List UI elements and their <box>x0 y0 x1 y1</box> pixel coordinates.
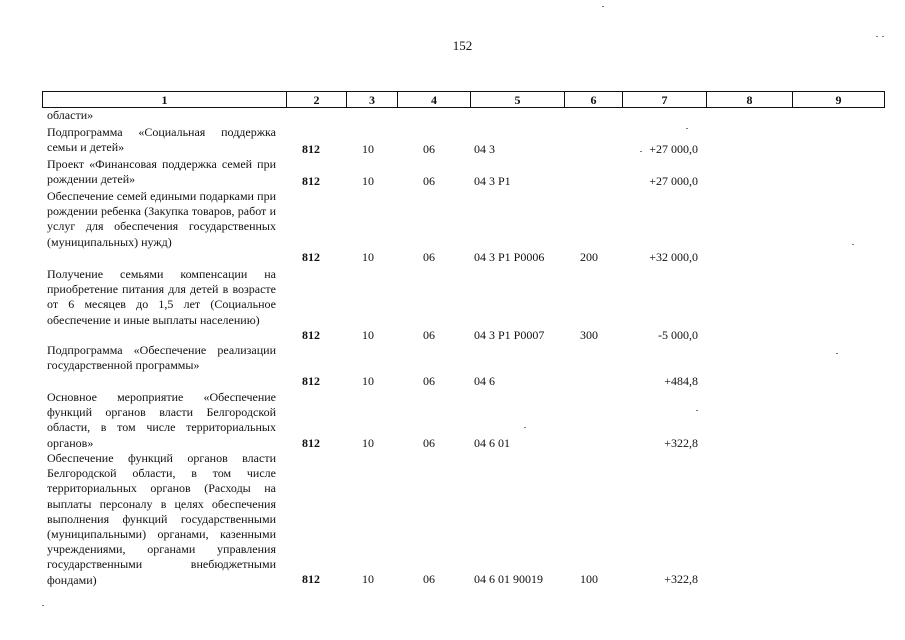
row-target-article: 04 6 <box>474 374 495 388</box>
row-ministry-code: 812 <box>302 174 320 188</box>
row-target-article: 04 3 <box>474 142 495 156</box>
row-description: Проект «Финансовая поддержка семей при рождении детей» <box>47 157 276 187</box>
row-subsection: 06 <box>423 328 435 342</box>
row-expense-type: 300 <box>580 328 598 342</box>
column-header-9: 9 <box>835 93 842 107</box>
column-header-4: 4 <box>398 92 471 107</box>
row-description: области» <box>47 108 94 122</box>
row-amount: -5 000,0 <box>658 328 698 342</box>
row-description: Обеспечение семей едиными подарками при рождении ребенка (Закупка товаров, работ и услуг для обеспечения государственных (муниципальных) нужд) <box>47 189 276 249</box>
scan-speck <box>836 353 838 354</box>
row-expense-type: 100 <box>580 572 598 586</box>
scan-speck <box>602 6 604 7</box>
row-amount: +27 000,0 <box>649 142 698 156</box>
row-target-article: 04 3 P1 <box>474 174 511 188</box>
scan-speck <box>876 36 878 37</box>
scan-speck <box>882 36 884 37</box>
row-amount: +27 000,0 <box>649 174 698 188</box>
row-subsection: 06 <box>423 174 435 188</box>
row-subsection: 06 <box>423 250 435 264</box>
scan-speck <box>696 410 698 411</box>
row-amount: +32 000,0 <box>649 250 698 264</box>
row-amount: +484,8 <box>664 374 698 388</box>
row-subsection: 06 <box>423 374 435 388</box>
column-header-3: 3 <box>347 92 398 107</box>
row-section: 10 <box>362 328 374 342</box>
column-header-5: 5 <box>471 92 565 107</box>
row-section: 10 <box>362 174 374 188</box>
row-section: 10 <box>362 374 374 388</box>
column-header-7: 7 <box>623 92 707 107</box>
row-description: Получение семьями компенсации на приобретение питания для детей в возрасте от 6 месяцев до 1,5 лет (Социальное обеспечение и иные выплаты населению) <box>47 267 276 327</box>
row-section: 10 <box>362 142 374 156</box>
row-target-article: 04 3 P1 P0007 <box>474 328 545 342</box>
row-description: Подпрограмма «Социальная поддержка семьи и детей» <box>47 125 276 155</box>
column-header-6: 6 <box>565 92 623 107</box>
row-section: 10 <box>362 572 374 586</box>
scan-speck <box>640 151 642 152</box>
scan-speck <box>686 128 688 129</box>
row-subsection: 06 <box>423 572 435 586</box>
row-section: 10 <box>362 436 374 450</box>
row-subsection: 06 <box>423 436 435 450</box>
row-ministry-code: 812 <box>302 374 320 388</box>
row-ministry-code: 812 <box>302 142 320 156</box>
row-target-article: 04 3 P1 P0006 <box>474 250 545 264</box>
row-amount: +322,8 <box>664 572 698 586</box>
row-subsection: 06 <box>423 142 435 156</box>
scan-speck <box>42 605 44 606</box>
scan-speck <box>852 244 854 245</box>
row-ministry-code: 812 <box>302 250 320 264</box>
row-ministry-code: 812 <box>302 328 320 342</box>
row-section: 10 <box>362 250 374 264</box>
row-target-article: 04 6 01 90019 <box>474 572 543 586</box>
row-description: Подпрограмма «Обеспечение реализации государственной программы» <box>47 343 276 373</box>
column-header-1: 1 <box>43 92 287 107</box>
row-target-article: 04 6 01 <box>474 436 510 450</box>
page-number: 152 <box>452 38 473 53</box>
row-expense-type: 200 <box>580 250 598 264</box>
scan-speck <box>524 427 526 428</box>
column-header-2: 2 <box>287 92 347 107</box>
row-ministry-code: 812 <box>302 436 320 450</box>
row-description: Обеспечение функций органов власти Белгородской области, в том числе территориальных органов (Расходы на выплаты персоналу в целях обеспечения выполнения функций государственными (муниципальными) органами, казенными учреждениями, органами управления государственными внебюджетными фондами) <box>47 451 276 587</box>
row-ministry-code: 812 <box>302 572 320 586</box>
column-header-8: 8 <box>707 92 793 107</box>
row-description: Основное мероприятие «Обеспечение функций органов власти Белгородской области, в том числе территориальных органов» <box>47 390 276 450</box>
row-amount: +322,8 <box>664 436 698 450</box>
